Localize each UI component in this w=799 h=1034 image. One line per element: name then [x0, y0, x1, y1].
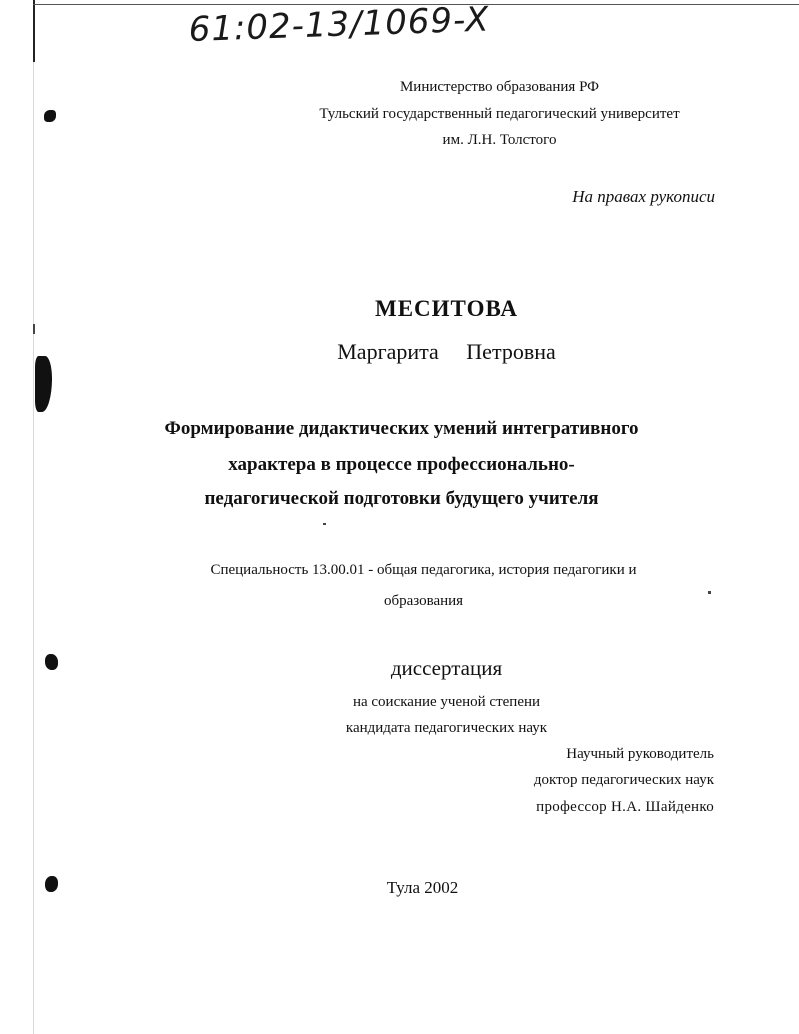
university-name: Тульский государственный педагогический университет: [319, 106, 680, 122]
author-surname: МЕСИТОВА: [375, 296, 518, 321]
city-year: Тула 2002: [386, 878, 459, 897]
supervisor-degree: доктор педагогических наук: [533, 772, 714, 788]
specialty-line: образования: [383, 593, 464, 609]
ministry-name: Министерство образования РФ: [399, 79, 600, 95]
scan-speck: [33, 324, 35, 334]
supervisor-role: Научный руководитель: [566, 746, 714, 762]
degree-line: кандидата педагогических наук: [345, 720, 548, 736]
scan-corner-mark: [33, 0, 35, 62]
punch-hole-mark: [44, 110, 56, 122]
rights-note: На правах рукописи: [572, 187, 715, 206]
dissertation-title-line: Формирование дидактических умений интегративного: [164, 418, 639, 439]
dissertation-title-line: характера в процессе профессионально-: [228, 454, 575, 475]
degree-line: на соискание ученой степени: [352, 694, 541, 710]
scan-speck: [323, 523, 326, 525]
handwritten-archive-number: 61:02-13/1069-X: [188, 0, 491, 50]
author-given-names: Маргарита Петровна: [337, 339, 556, 364]
dissertation-title-line: педагогической подготовки будущего учителя: [204, 488, 599, 509]
specialty-line: Специальность 13.00.01 - общая педагогика, история педагогики и: [210, 562, 637, 578]
supervisor-name: профессор Н.А. Шайденко: [536, 799, 714, 815]
document-type: диссертация: [390, 656, 503, 680]
university-named-after: им. Л.Н. Толстого: [442, 132, 557, 148]
